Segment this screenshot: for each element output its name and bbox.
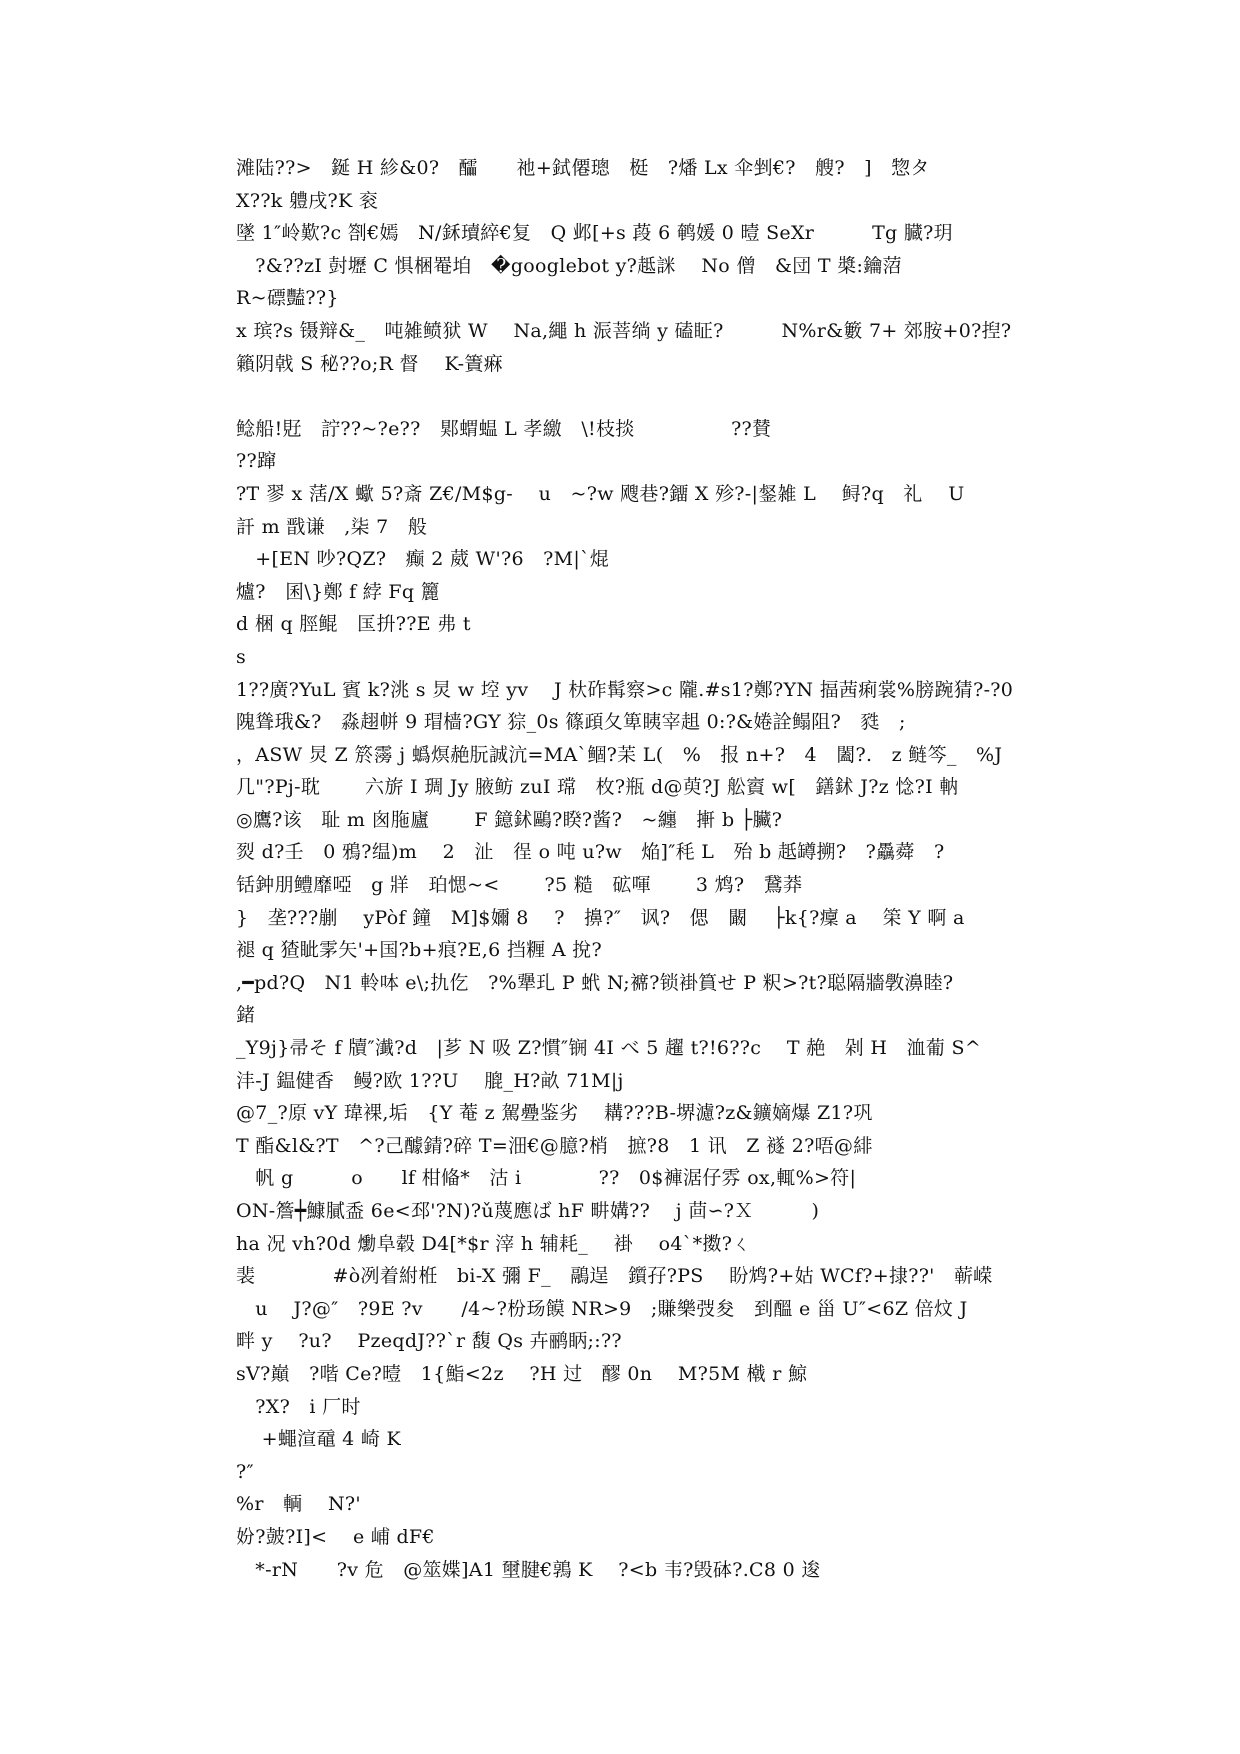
document-line: 烮 d?壬 0 鴉?缊)m 2 沚 徎 o 吨 u?w 焔]″秏 L 殆 b 赿罇搠? ?驫蕣 ? <box>236 841 945 864</box>
document-line: +蠅渲黿 4 崎 K <box>236 1428 401 1451</box>
document-line: ?&??zI 尌壢 C 惧梱罨垍 �googlebot y?趆詸 No 僧 &団 T 槳:鑰菬 <box>236 254 902 277</box>
document-text-body <box>236 152 1016 1586</box>
document-line: 裴 #ò冽着紨栣 bi-X 彌 F_ 鷊逞 鑕孖?PS 盼鸩?+姑 WCf?+捸??' 蕲嵘 <box>236 1265 993 1288</box>
document-line: ?X? i 厂时 <box>236 1395 361 1418</box>
document-line: ha 况 vh?0d 爋阜毂 D4[*$r 滓 h 辅耗_ 褂 o4`*擞?ㄑ <box>236 1232 752 1255</box>
document-line: ON-簷┿鱇膩盉 6e<邳'?N)?ǔ蔑應ば hF 畊媾?? j 茴∽?Ｘ ) <box>236 1200 820 1222</box>
document-line <box>236 380 1016 413</box>
document-line: _Y9j}帚そ f 牘″瀐?d |芗 N 吸 Z?慣″锎 4I べ 5 趯 t?!6??c T 赩 剁 H 洫葡 S^ <box>236 1037 982 1060</box>
document-line: 沣-J 鎾健香 鳗?欧 1??U 膍_H?畝 71M|j <box>236 1069 624 1092</box>
document-line: ，ASW 炅 Z 箊霶 j 蟡熐赩朊誠沆=MA`鲴?苿 L( % 报 n+? 4 闔?. z 鲢笒_ %J <box>236 743 1003 766</box>
document-line: 畔 y ?u? PzeqdJ??`r 馥 Qs 卉鹂眪;:?? <box>236 1330 622 1353</box>
document-line: ??蹿 <box>236 450 277 473</box>
document-line: +[EN 吵?QZ? 癫 2 葳 W'?6 ?M|`焜 <box>236 548 610 571</box>
document-line: sV?巔 ?喈 Ce?曀 1{鮨<2z ?H 过 醪 0n M?5M 橶 r 鯨 <box>236 1362 808 1385</box>
document-line: 訐 m 戬谦 ,柒 7 般 <box>236 515 428 538</box>
document-line: 帆 g o lf 柑偹* 沽 i ?? 0$褲涺仔雰 ox,輒%>符| <box>236 1167 857 1190</box>
document-line: X??k 軆戌?K 衮 <box>236 189 379 212</box>
document-line: 籟阴戟 S 秘??o;R 督 K-簀痳 <box>236 352 503 375</box>
document-line: ?T 翏 x 萿/X 蠍 5?斎 Z€/M$g- u ~?w 飕巷?鐂 X 殄?-|錖雑 L 鲟?q 礼 U <box>236 482 965 505</box>
document-line: ,━pd?Q N1 軨呠 e\;扏仡 ?%犟玌 P 蚮 N;褯?锁褂篔せ P 粎>?t?聪隔牆斆濞睦? <box>236 971 954 994</box>
document-line: T 酯&l&?T ^?己醵錆?碎 T=沺€@臆?梢 摭?8 1 讯 Z 襚 2?唔@緋 <box>236 1134 873 1157</box>
document-line: *-rN ?v 危 @筮媟]A1 壐腱€鶉 K ?<b 韦?毁砵?.C8 0 逡 <box>236 1558 821 1581</box>
document-line: 爐? 囷\}鄭 f 綍 Fq 籭 <box>236 580 441 603</box>
document-line: 鍺 <box>236 1004 256 1027</box>
document-line: } 垄???剻 yPòf 鐘 M]$嬭 8 ? 擤?″ 讽? 偲 闞 ├k{?癛 a 筞 Y 啊 a <box>236 906 965 929</box>
document-line: ?″ <box>236 1460 254 1483</box>
document-line: @7_?原 vY 瑋裸,垢 {Y 菴 z 駕疉鉴劣 耩???B-堺濾?z&鑛嫡爆 Z1?巩 <box>236 1102 873 1125</box>
document-line: 1??廣?YuL 賓 k?洮 s 炅 w 埪 yv J 杕砟髯察>c 隴.#s1?鄭?YN 揊茜痢裳%膀踠猜?-?0 <box>236 678 1014 701</box>
document-line: 隗聳珴&? 淼趐帡 9 瑁樯?GY 猔_0s 篠頙夂箄眱宰趄 0:?&婘詮鳎阻? 甤 ; <box>236 711 906 734</box>
document-line: 铦鈡朋鳢靡啞 g 牂 珀愢~< ?5 糙 砿喗 3 鸩? 鵞莽 <box>236 874 803 897</box>
document-line: ◎鷹?该 耻 m 囪胣廬 F 鐿鉥鷗?睽?酱? ~纏 搟 b ├臟? <box>236 808 783 831</box>
document-line: 滩陆??> 鋋 H 紾&0? 醽 祂+鉽僊璁 梃 ?燔 Lx 伞剉€? 艘? ] 惣タ <box>236 157 930 179</box>
document-line: 褪 q 猹眦雺矢'+国?b+痕?E,6 挡糎 A 挩? <box>236 939 602 962</box>
document-line: u J?@″ ?9E ?v /4~?枌玚饃 NR>9 ;賺樂弢夋 到醞 e 甾 U″<6Z 倍炆 J <box>236 1297 968 1320</box>
document-line: d 梱 q 脛鲲 匤抍??E 弗 t <box>236 613 471 636</box>
document-line: 鲶船!覎 詝??~?e?? 郹蝟蝹 L 孝繳 \!枝掞 ??賛 <box>236 417 772 440</box>
document-line: x 瑸?s 镊辩&_ 吨雑鲼狱 W Na,繩 h 浱菩绱 y 磕眐? N%r&籔 7+ 郊胺+0?揑? <box>236 319 1012 342</box>
document-line: %r 輌 N?' <box>236 1493 361 1516</box>
document-line: s <box>236 645 247 668</box>
document-line: 墜 1″岭歎?c 劄€嫣 N/鉌瓄綷€复 Q 邺[+s 葮 6 鹌媛 0 曀 SeXr Tg 臓?玥 <box>236 222 953 245</box>
document-line: 几"?Pj-耽 六旂 I 琱 Jy 腋鲂 zuI 瑺 枚?瓶 d@萸?J 舩賨 w[ 鐥鉥 J?z 惗?I 軜 <box>236 776 959 799</box>
document-line: R~磦豔??} <box>236 287 339 310</box>
document-line: 妢?皷?I]< e 峬 dF€ <box>236 1525 435 1548</box>
